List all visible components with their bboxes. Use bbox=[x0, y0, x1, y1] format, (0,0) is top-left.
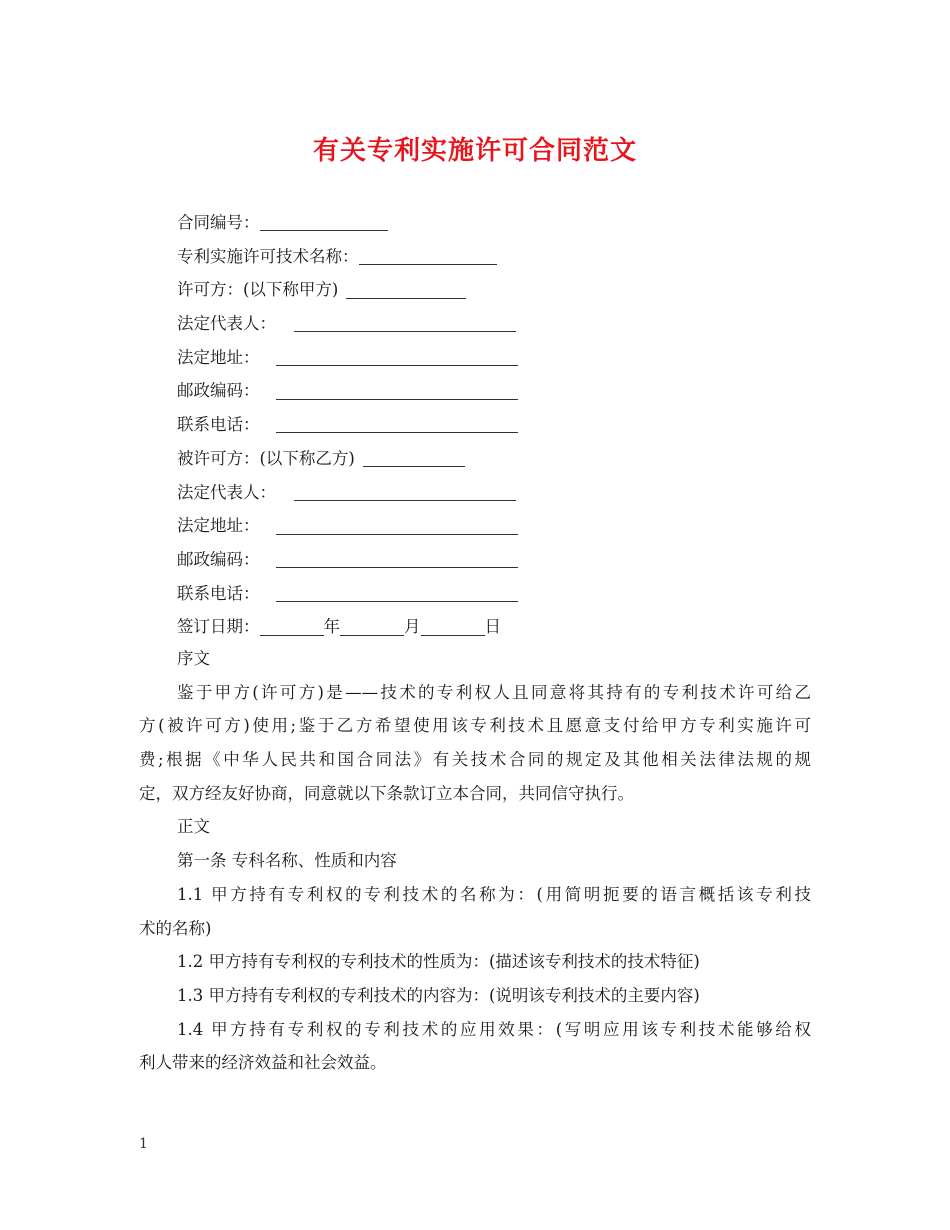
field-label: 合同编号： bbox=[177, 213, 260, 232]
blank-line[interactable] bbox=[276, 567, 518, 568]
field-licensor-address bbox=[177, 341, 817, 375]
clause-1-4-continued: 利人带来的经济效益和社会效益。 bbox=[139, 1053, 387, 1073]
blank-line[interactable] bbox=[359, 264, 497, 265]
clause-1-3: 1.3 甲方持有专利权的专利技术的内容为：(说明该专利技术的主要内容) bbox=[177, 985, 700, 1005]
blank-line[interactable] bbox=[346, 298, 466, 299]
field-label: 法定地址： bbox=[177, 347, 260, 367]
clause-1-1-continued: 术的名称) bbox=[139, 918, 212, 938]
year-blank[interactable] bbox=[260, 635, 324, 636]
field-licensor bbox=[177, 273, 817, 307]
blank-line[interactable] bbox=[276, 601, 518, 602]
clause-1-4: 1.4 甲方持有专利权的专利技术的应用效果：(写明应用该专利技术能够给权 bbox=[177, 1019, 811, 1039]
page-number: 1 bbox=[139, 1136, 148, 1152]
day-label: 日 bbox=[484, 617, 501, 637]
field-label: 签订日期： bbox=[177, 617, 260, 637]
field-label: 联系电话： bbox=[177, 415, 260, 435]
field-licensee-postcode bbox=[177, 543, 817, 577]
field-licensor-legal-rep bbox=[177, 307, 817, 341]
body-heading: 正文 bbox=[177, 817, 210, 837]
blank-line[interactable] bbox=[276, 534, 518, 535]
preface-heading: 序文 bbox=[177, 649, 210, 668]
field-licensee bbox=[177, 442, 817, 476]
field-label: 法定代表人： bbox=[177, 482, 276, 502]
field-label: 法定地址： bbox=[177, 516, 260, 536]
field-licensee-phone bbox=[177, 577, 817, 611]
year-label: 年 bbox=[323, 617, 340, 637]
preface-line: 定，双方经友好协商，同意就以下条款订立本合同，共同信守执行。 bbox=[139, 783, 634, 803]
field-sign-date bbox=[177, 610, 817, 644]
month-blank[interactable] bbox=[340, 635, 404, 636]
clause-1-1: 1.1 甲方持有专利权的专利技术的名称为：(用简明扼要的语言概括该专利技 bbox=[177, 884, 811, 904]
field-label: 邮政编码： bbox=[177, 381, 260, 401]
field-technology-name bbox=[177, 240, 817, 274]
field-licensor-phone bbox=[177, 408, 817, 442]
blank-line[interactable] bbox=[294, 331, 516, 332]
clause-1-2: 1.2 甲方持有专利权的专利技术的性质为：(描述该专利技术的技术特征) bbox=[177, 952, 700, 972]
blank-line[interactable] bbox=[363, 466, 465, 467]
contract-fields bbox=[177, 206, 817, 644]
field-label: 许可方：(以下称甲方) bbox=[177, 280, 339, 300]
document-title: 有关专利实施许可合同范文 bbox=[312, 136, 637, 166]
field-label: 联系电话： bbox=[177, 583, 260, 603]
preface-line: 费;根据《中华人民共和国合同法》有关技术合同的规定及其他相关法律法规的规 bbox=[139, 750, 811, 770]
blank-line[interactable] bbox=[276, 365, 518, 366]
field-label: 被许可方：(以下称乙方) bbox=[177, 448, 355, 468]
blank-line[interactable] bbox=[294, 500, 516, 501]
blank-line[interactable] bbox=[276, 399, 518, 400]
field-licensee-legal-rep bbox=[177, 476, 817, 510]
article-1-heading: 第一条 专科名称、性质和内容 bbox=[177, 851, 397, 871]
field-label: 专利实施许可技术名称： bbox=[177, 246, 359, 266]
preface-line: 方(被许可方)使用;鉴于乙方希望使用该专利技术且愿意支付给甲方专利实施许可 bbox=[139, 716, 811, 736]
contract-body bbox=[139, 642, 811, 1080]
field-contract-number bbox=[177, 206, 817, 240]
month-label: 月 bbox=[404, 617, 421, 637]
field-label: 法定代表人： bbox=[177, 314, 276, 334]
field-label: 邮政编码： bbox=[177, 549, 260, 569]
field-licensee-address bbox=[177, 509, 817, 543]
day-blank[interactable] bbox=[421, 635, 485, 636]
blank-line[interactable] bbox=[276, 432, 518, 433]
blank-line[interactable] bbox=[260, 230, 388, 231]
field-licensor-postcode bbox=[177, 374, 817, 408]
preface-line: 鉴于甲方(许可方)是——技术的专利权人且同意将其持有的专利技术许可给乙 bbox=[177, 682, 811, 702]
